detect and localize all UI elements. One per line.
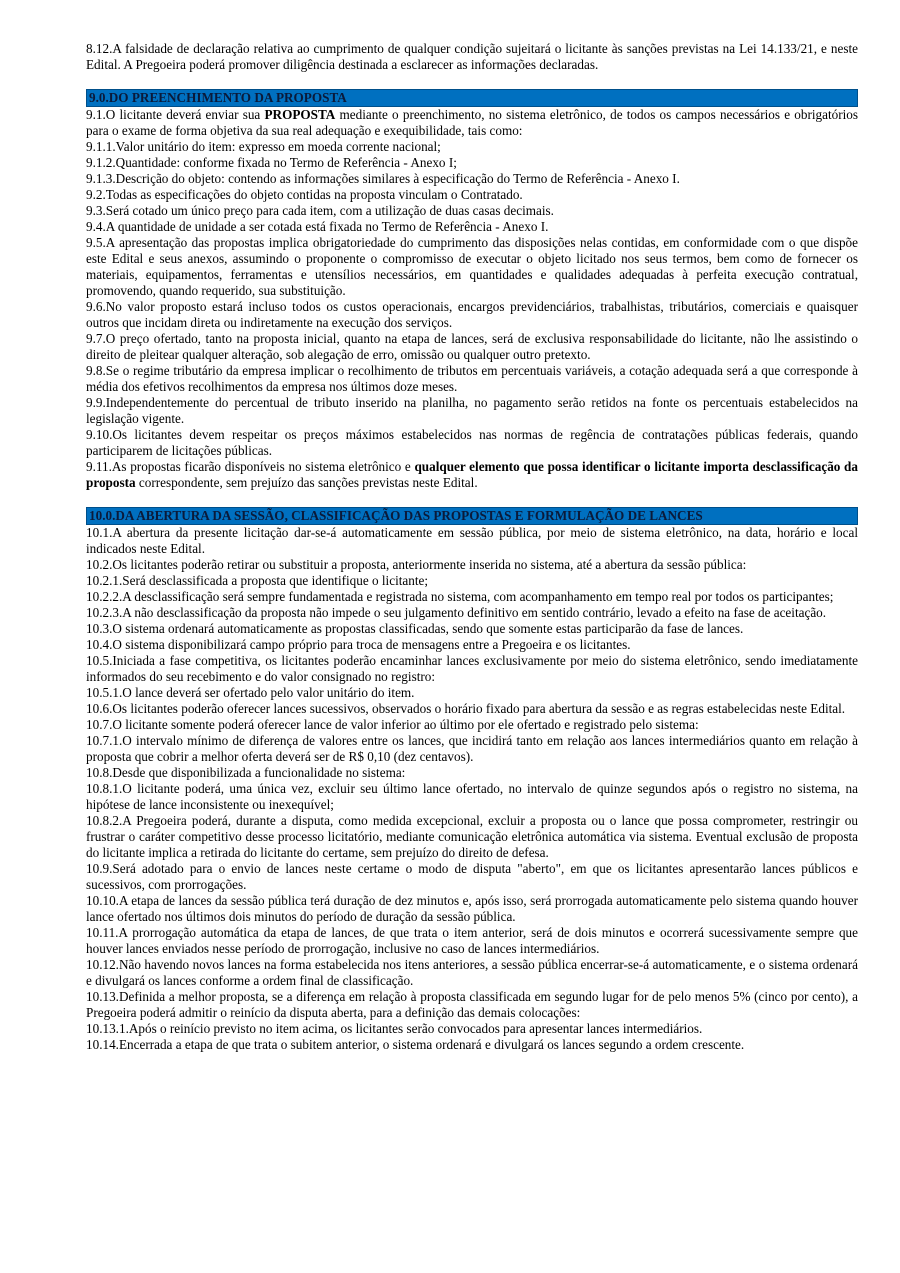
paragraph: 10.2.3.A não desclassificação da proposta não impede o seu julgamento definitivo em sentido contrário, levado a efeito na fase de aceitação.: [86, 605, 827, 620]
paragraph: 9.1.3.Descrição do objeto: contendo as informações similares à especificação do Termo de Referência - Anexo I.: [86, 171, 680, 186]
section-10-paragraphs: [86, 525, 858, 1053]
paragraph: 9.3.Será cotado um único preço para cada item, com a utilização de duas casas decimais.: [86, 203, 554, 218]
paragraph: 10.3.O sistema ordenará automaticamente as propostas classificadas, sendo que somente estas participarão da fase de lances.: [86, 621, 744, 636]
paragraph: 10.14.Encerrada a etapa de que trata o subitem anterior, o sistema ordenará e divulgará os lances segundo a ordem crescente.: [86, 1037, 745, 1052]
paragraph: 10.7.O licitante somente poderá oferecer lance de valor inferior ao último por ele ofertado e registrado pelo sistema:: [86, 717, 699, 732]
paragraph: 10.5.1.O lance deverá ser ofertado pelo valor unitário do item.: [86, 685, 415, 700]
paragraph: 9.4.A quantidade de unidade a ser cotada está fixada no Termo de Referência - Anexo I.: [86, 219, 549, 234]
section-10-heading: 10.0.DA ABERTURA DA SESSÃO, CLASSIFICAÇÃO DAS PROPOSTAS E FORMULAÇÃO DE LANCES: [86, 507, 858, 525]
paragraph: 10.6.Os licitantes poderão oferecer lances sucessivos, observados o horário fixado para abertura da sessão e as regras estabelecidas neste Edital.: [86, 701, 846, 716]
paragraph: 10.13.1.Após o reinício previsto no item acima, os licitantes serão convocados para apresentar lances intermediários.: [86, 1021, 703, 1036]
paragraph: 9.5.A apresentação das propostas implica obrigatoriedade do cumprimento das disposições nelas contidas, em conformidade com o que dispõe este Edital e seus anexos, assumindo o proponente o compromisso de executar o objeto licitado nos seus termos, bem como de fornecer os materiais, equipamentos, ferramentas e utensílios necessários, em quantidades e qualidades adequadas à perfeita execução contratual, promovendo, quando requerido, sua substituição.: [86, 235, 858, 298]
paragraph: 10.11.A prorrogação automática da etapa de lances, de que trata o item anterior, será de dois minutos e ocorrerá sucessivamente sempre que houver lances enviados nesse período de prorrogação, inclusive no caso de lances intermediários.: [86, 925, 858, 956]
paragraph: 10.8.2.A Pregoeira poderá, durante a disputa, como medida excepcional, excluir a proposta ou o lance que possa comprometer, restringir ou frustrar o caráter competitivo desse processo licitatório, mediante comunicação eletrônica automática via sistema. Eventual exclusão de proposta do licitante implica a retirada do licitante do certame, sem prejuízo do direito de defesa.: [86, 813, 858, 860]
paragraph: 10.9.Será adotado para o envio de lances neste certame o modo de disputa "aberto", em que os licitantes apresentarão lances públicos e sucessivos, com prorrogações.: [86, 861, 858, 892]
paragraph-8-12: 8.12.A falsidade de declaração relativa ao cumprimento de qualquer condição sujeitará o licitante às sanções previstas na Lei 14.133/21, e neste Edital. A Pregoeira poderá promover diligência destinada a esclarecer as informações declaradas.: [86, 41, 858, 72]
paragraph: 10.2.1.Será desclassificada a proposta que identifique o licitante;: [86, 573, 429, 588]
paragraph: 9.2.Todas as especificações do objeto contidas na proposta vinculam o Contratado.: [86, 187, 523, 202]
paragraph: 9.6.No valor proposto estará incluso todos os custos operacionais, encargos previdenciários, trabalhistas, tributários, comerciais e quaisquer outros que incidam direta ou indiretamente na execução dos serviços.: [86, 299, 858, 330]
section-9-paragraphs: [86, 139, 858, 459]
paragraph: 9.1.1.Valor unitário do item: expresso em moeda corrente nacional;: [86, 139, 441, 154]
paragraph: 10.8.1.O licitante poderá, uma única vez, excluir seu último lance ofertado, no intervalo de quinze segundos após o registro no sistema, na hipótese de lance inconsistente ou inexequível;: [86, 781, 858, 812]
paragraph: 10.7.1.O intervalo mínimo de diferença de valores entre os lances, que incidirá tanto em relação aos lances intermediários quanto em relação à proposta que cobrir a melhor oferta deverá ser de R$ 0,10 (dez centavos).: [86, 733, 858, 764]
paragraph: 10.2.2.A desclassificação será sempre fundamentada e registrada no sistema, com acompanhamento em tempo real por todos os participantes;: [86, 589, 834, 604]
section-9-heading: 9.0.DO PREENCHIMENTO DA PROPOSTA: [86, 89, 858, 107]
paragraph: 10.1.A abertura da presente licitação dar-se-á automaticamente em sessão pública, por meio de sistema eletrônico, na data, horário e local indicados neste Edital.: [86, 525, 858, 556]
paragraph: 10.12.Não havendo novos lances na forma estabelecida nos itens anteriores, a sessão pública encerrar-se-á automaticamente, e o sistema ordenará e divulgará os lances conforme a ordem final de classificação.: [86, 957, 858, 988]
paragraph: 10.13.Definida a melhor proposta, se a diferença em relação à proposta classificada em segundo lugar for de pelo menos 5% (cinco por cento), a Pregoeira poderá admitir o reinício da disputa aberta, para a definição das demais colocações:: [86, 989, 858, 1020]
paragraph: 9.1.2.Quantidade: conforme fixada no Termo de Referência - Anexo I;: [86, 155, 457, 170]
paragraph-9-11: 9.11.As propostas ficarão disponíveis no sistema eletrônico e qualquer elemento que possa identificar o licitante importa desclassificação da proposta correspondente, sem prejuízo das sanções previstas neste Edital.: [86, 459, 858, 490]
paragraph-9-1: 9.1.O licitante deverá enviar sua PROPOSTA mediante o preenchimento, no sistema eletrônico, de todos os campos necessários e obrigatórios para o exame de forma objetiva da sua real adequação e exequibilidade, tais como:: [86, 107, 859, 138]
paragraph: 10.5.Iniciada a fase competitiva, os licitantes poderão encaminhar lances exclusivamente por meio do sistema eletrônico, sendo imediatamente informados do seu recebimento e do valor consignado no registro:: [86, 653, 858, 684]
paragraph: 9.10.Os licitantes devem respeitar os preços máximos estabelecidos nas normas de regência de contratações públicas federais, quando participarem de licitações públicas.: [86, 427, 858, 458]
paragraph: 10.8.Desde que disponibilizada a funcionalidade no sistema:: [86, 765, 406, 780]
paragraph: 9.8.Se o regime tributário da empresa implicar o recolhimento de tributos em percentuais variáveis, a cotação adequada será a que corresponde à média dos efetivos recolhimentos da empresa nos últimos doze meses.: [86, 363, 858, 394]
paragraph: 9.9.Independentemente do percentual de tributo inserido na planilha, no pagamento serão retidos na fonte os percentuais estabelecidos na legislação vigente.: [86, 395, 858, 426]
paragraph: 10.4.O sistema disponibilizará campo próprio para troca de mensagens entre a Pregoeira e os licitantes.: [86, 637, 631, 652]
document-page: [86, 41, 858, 1053]
paragraph: 10.2.Os licitantes poderão retirar ou substituir a proposta, anteriormente inserida no sistema, até a abertura da sessão pública:: [86, 557, 747, 572]
paragraph: 9.7.O preço ofertado, tanto na proposta inicial, quanto na etapa de lances, será de exclusiva responsabilidade do licitante, não lhe assistindo o direito de pleitear qualquer alteração, sob alegação de erro, omissão ou qualquer outro pretexto.: [86, 331, 858, 362]
paragraph: 10.10.A etapa de lances da sessão pública terá duração de dez minutos e, após isso, será prorrogada automaticamente pelo sistema quando houver lance ofertado nos últimos dois minutos do período de duração da sessão pública.: [86, 893, 858, 924]
